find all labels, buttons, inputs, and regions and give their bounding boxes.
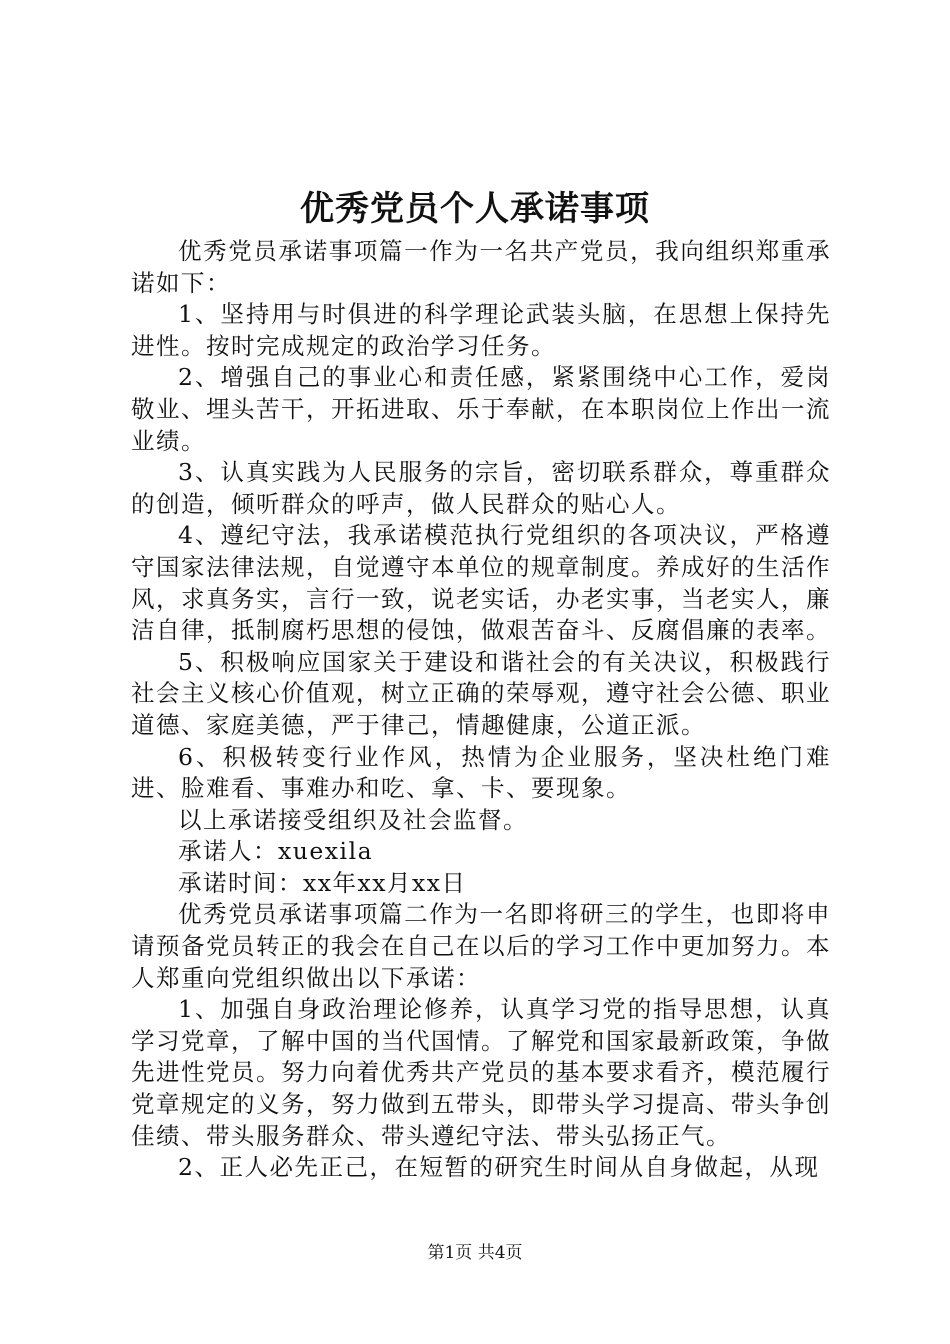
document-body bbox=[131, 236, 831, 1184]
date-line: 承诺时间：xx年xx月xx日 bbox=[178, 868, 467, 897]
page-title: 优秀党员个人承诺事项 bbox=[300, 189, 650, 229]
paragraph-item-2: 2、增强自己的事业心和责任感，紧紧围绕中心工作，爱岗敬业、埋头苦干，开拓进取、乐于奉献，在本职岗位上作出一流业绩。 bbox=[131, 363, 831, 455]
paragraph-section2-item-1: 1、加强自身政治理论修养，认真学习党的指导思想，认真学习党章，了解中国的当代国情。了解党和国家最新政策，争做先进性党员。努力向着优秀共产党员的基本要求看齐，模范履行党章规定的义务，努力做到五带头，即带头学习提高、带头争创佳绩、带头服务群众、带头遵纪守法、带头弘扬正气。 bbox=[131, 995, 831, 1150]
paragraph-item-3: 3、认真实践为人民服务的宗旨，密切联系群众，尊重群众的创造，倾听群众的呼声，做人民群众的贴心人。 bbox=[131, 458, 831, 518]
paragraph-intro-2: 优秀党员承诺事项篇二作为一名即将研三的学生，也即将申请预备党员转正的我会在自己在以后的学习工作中更加努力。本人郑重向党组织做出以下承诺： bbox=[131, 900, 831, 992]
signatory-line: 承诺人：xuexila bbox=[178, 837, 374, 866]
paragraph-item-1: 1、坚持用与时俱进的科学理论武装头脑，在思想上保持先进性。按时完成规定的政治学习任务。 bbox=[131, 300, 831, 360]
paragraph-item-5: 5、积极响应国家关于建设和谐社会的有关决议，积极践行社会主义核心价值观，树立正确的荣辱观，遵守社会公德、职业道德、家庭美德，严于律己，情趣健康，公道正派。 bbox=[131, 647, 831, 739]
paragraph-supervision: 以上承诺接受组织及社会监督。 bbox=[178, 805, 528, 834]
paragraph-intro-1: 优秀党员承诺事项篇一作为一名共产党员，我向组织郑重承诺如下： bbox=[131, 237, 831, 297]
page-footer: 第1页 共4页 bbox=[427, 1243, 523, 1263]
paragraph-section2-item-2: 2、正人必先正己，在短暂的研究生时间从自身做起，从现 bbox=[178, 1153, 820, 1182]
paragraph-item-6: 6、积极转变行业作风，热情为企业服务，坚决杜绝门难进、脸难看、事难办和吃、拿、卡、要现象。 bbox=[131, 742, 831, 803]
paragraph-item-4: 4、遵纪守法，我承诺模范执行党组织的各项决议，严格遵守国家法律法规，自觉遵守本单位的规章制度。养成好的生活作风，求真务实，言行一致，说老实话，办老实事，当老实人，廉洁自律，抵制腐朽思想的侵蚀，做艰苦奋斗、反腐倡廉的表率。 bbox=[131, 521, 831, 645]
